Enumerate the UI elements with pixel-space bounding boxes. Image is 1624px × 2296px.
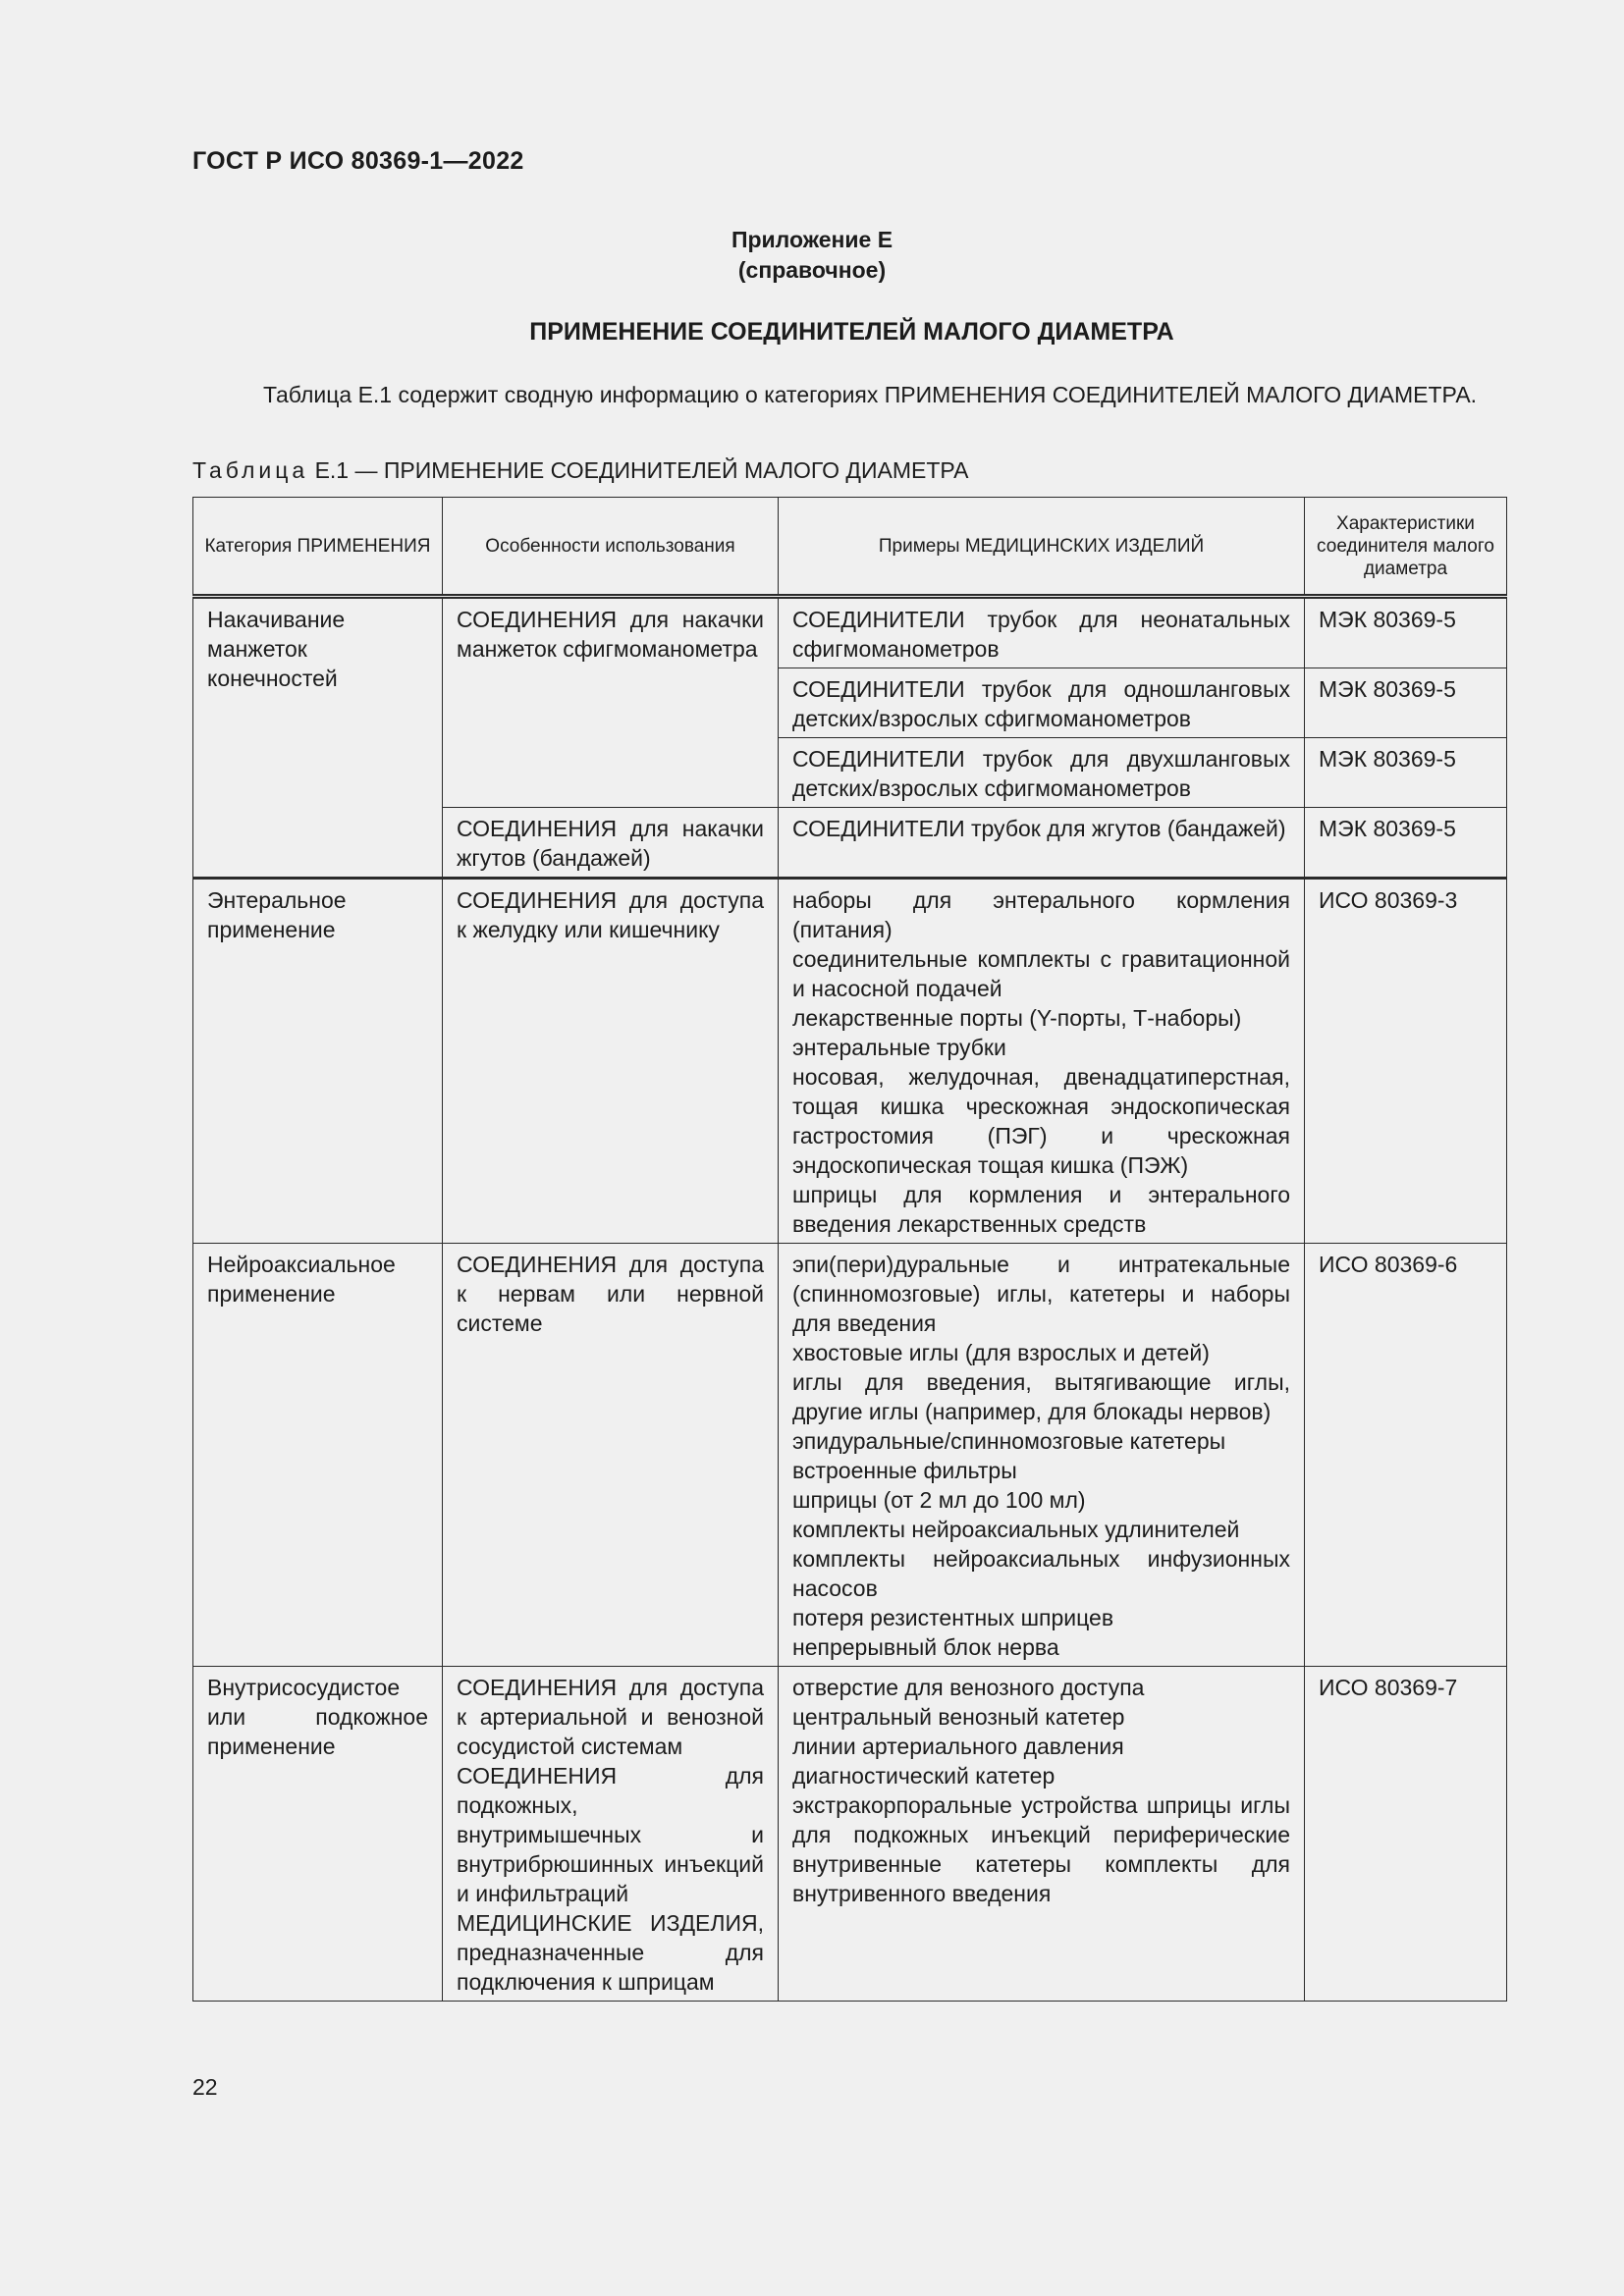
example-line: потеря резистентных шприцев	[792, 1605, 1114, 1630]
example-line: комплекты нейроаксиальных удлинителей	[792, 1517, 1240, 1542]
section-title: ПРИМЕНЕНИЕ СОЕДИНИТЕЛЕЙ МАЛОГО ДИАМЕТРА	[529, 318, 1174, 346]
example-line: шприцы (от 2 мл до 100 мл)	[792, 1487, 1086, 1513]
standard-cell: МЭК 80369-5	[1305, 808, 1507, 879]
example-line: непрерывный блок нерва	[792, 1634, 1059, 1660]
standard-cell: МЭК 80369-5	[1305, 668, 1507, 738]
standard-cell: МЭК 80369-5	[1305, 597, 1507, 668]
example-line: энтеральные трубки	[792, 1035, 1006, 1060]
example-cell	[779, 1667, 1305, 2002]
category-cell: Энтеральное применение	[193, 879, 443, 1244]
example-cell: СОЕДИНИТЕЛИ трубок для неонатальных сфигмоманометров	[779, 597, 1305, 668]
use-line: СОЕДИНЕНИЯ для подкожных, внутримышечных и внутрибрюшинных инъекций и инфильтраций	[457, 1763, 764, 1906]
example-line: хвостовые иглы (для взрослых и детей)	[792, 1340, 1210, 1365]
document-code: ГОСТ Р ИСО 80369-1—2022	[192, 147, 524, 175]
table-row	[193, 879, 1507, 1244]
example-line: отверстие для венозного доступа	[792, 1675, 1145, 1700]
example-line: эпи(пери)дуральные и интратекальные (спинномозговые) иглы, катетеры и наборы для введения	[792, 1252, 1290, 1336]
example-line: линии артериального давления	[792, 1734, 1124, 1759]
use-cell	[443, 1667, 779, 2002]
column-header-use: Особенности использования	[443, 498, 779, 597]
column-header-category: Категория ПРИМЕНЕНИЯ	[193, 498, 443, 597]
example-cell	[779, 879, 1305, 1244]
appendix-title: Приложение Е	[731, 227, 893, 252]
example-line: шприцы для кормления и энтерального введения лекарственных средств	[792, 1182, 1290, 1237]
table-caption	[192, 457, 969, 484]
table-row	[193, 1667, 1507, 2002]
category-cell: Нейроаксиальное применение	[193, 1244, 443, 1667]
example-line: носовая, желудочная, двенадцатиперстная, тощая кишка чрескожная эндоскопическая гастростомия (ПЭГ) и чрескожная эндоскопическая тощая кишка (ПЭЖ)	[792, 1064, 1290, 1178]
table-caption-text: Е.1 — ПРИМЕНЕНИЕ СОЕДИНИТЕЛЕЙ МАЛОГО ДИАМЕТРА	[314, 457, 969, 483]
column-header-connector: Характеристики соединителя малого диаметра	[1305, 498, 1507, 597]
example-cell: СОЕДИНИТЕЛИ трубок для жгутов (бандажей)	[779, 808, 1305, 879]
table-header-row	[193, 498, 1507, 597]
example-line: центральный венозный катетер	[792, 1704, 1125, 1730]
category-cell: Накачивание манжеток конечностей	[193, 597, 443, 879]
standard-cell: ИСО 80369-6	[1305, 1244, 1507, 1667]
example-line: лекарственные порты (Y-порты, Т-наборы)	[792, 1005, 1242, 1031]
example-line: встроенные фильтры	[792, 1458, 1017, 1483]
example-line: экстракорпоральные устройства шприцы иглы для подкожных инъекций периферические внутривенные катетеры комплекты для внутривенного введения	[792, 1792, 1290, 1906]
table-row	[193, 1244, 1507, 1667]
use-line: МЕДИЦИНСКИЕ ИЗДЕЛИЯ, предназначенные для подключения к шприцам	[457, 1910, 764, 1995]
example-cell: СОЕДИНИТЕЛИ трубок для одношланговых детских/взрослых сфигмоманометров	[779, 668, 1305, 738]
standard-cell: МЭК 80369-5	[1305, 738, 1507, 808]
use-cell: СОЕДИНЕНИЯ для доступа к нервам или нервной системе	[443, 1244, 779, 1667]
use-cell: СОЕДИНЕНИЯ для доступа к желудку или кишечнику	[443, 879, 779, 1244]
category-cell: Внутрисосудистое или подкожное применение	[193, 1667, 443, 2002]
example-line: иглы для введения, вытягивающие иглы, другие иглы (например, для блокады нервов)	[792, 1369, 1290, 1424]
use-line: СОЕДИНЕНИЯ для доступа к артериальной и венозной сосудистой системам	[457, 1675, 764, 1759]
appendix-subtitle: (справочное)	[737, 257, 887, 283]
table-row	[193, 597, 1507, 668]
example-line: наборы для энтерального кормления (питания)	[792, 887, 1290, 942]
application-table	[192, 497, 1507, 2002]
column-header-examples: Примеры МЕДИЦИНСКИХ ИЗДЕЛИЙ	[779, 498, 1305, 597]
example-cell: СОЕДИНИТЕЛИ трубок для двухшланговых детских/взрослых сфигмоманометров	[779, 738, 1305, 808]
example-line: эпидуральные/спинномозговые катетеры	[792, 1428, 1226, 1454]
example-line: комплекты нейроаксиальных инфузионных насосов	[792, 1546, 1290, 1601]
use-cell: СОЕДИНЕНИЯ для накачки манжеток сфигмоманометра	[443, 597, 779, 808]
page-number: 22	[192, 2074, 218, 2100]
example-cell	[779, 1244, 1305, 1667]
table-caption-label: Таблица	[192, 457, 309, 483]
standard-cell: ИСО 80369-7	[1305, 1667, 1507, 2002]
use-cell: СОЕДИНЕНИЯ для накачки жгутов (бандажей)	[443, 808, 779, 879]
example-line: соединительные комплекты с гравитационной и насосной подачей	[792, 946, 1290, 1001]
intro-paragraph: Таблица Е.1 содержит сводную информацию о категориях ПРИМЕНЕНИЯ СОЕДИНИТЕЛЕЙ МАЛОГО ДИАМЕТРА.	[263, 382, 1478, 407]
standard-cell: ИСО 80369-3	[1305, 879, 1507, 1244]
example-line: диагностический катетер	[792, 1763, 1056, 1789]
